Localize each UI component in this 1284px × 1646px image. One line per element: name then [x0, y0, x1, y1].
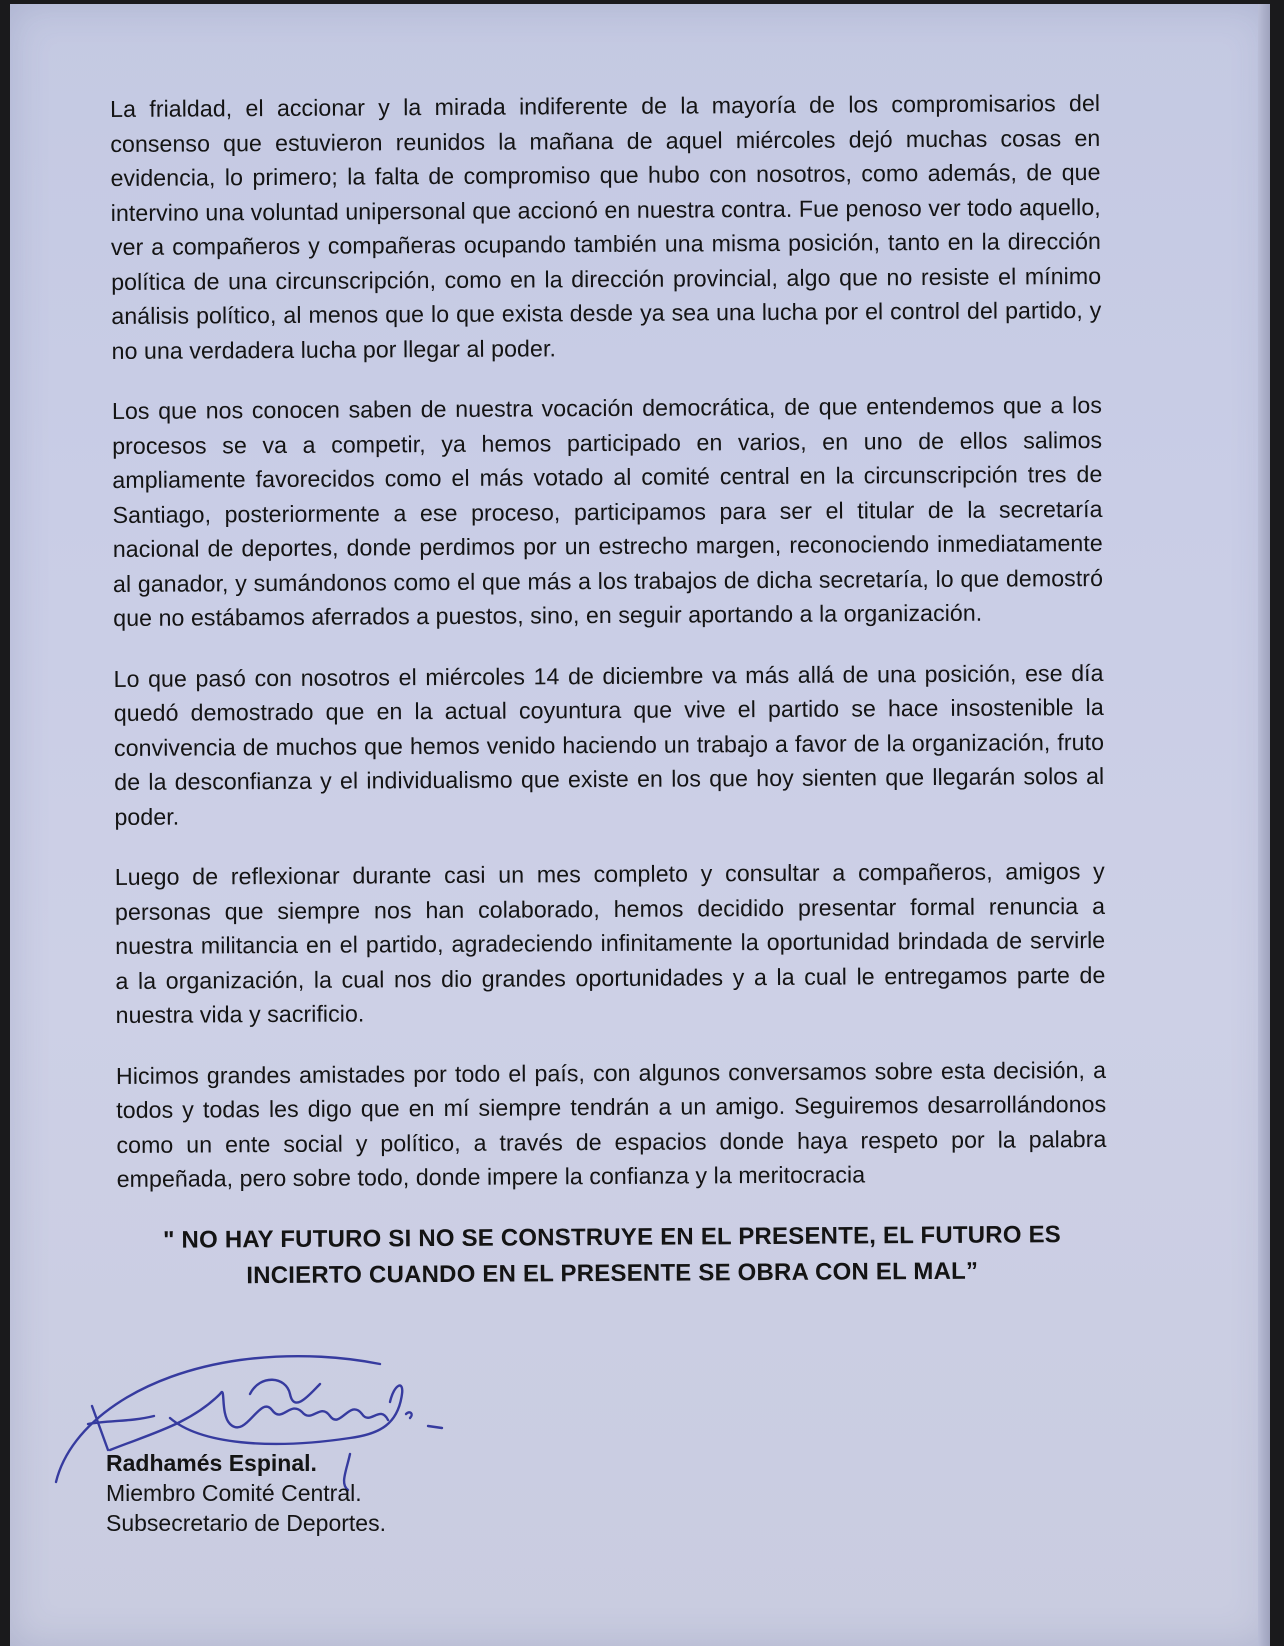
paragraph-5: Hicimos grandes amistades por todo el país, con algunos conversamos sobre esta decisión, a todos y todas les digo que en mí siempre tendrán a un amigo. Seguiremos desarrollándonos como un ente social y político, a través de espacios donde haya respeto por la palabra empeñada, pero sobre todo, donde impere la confianza y la meritocracia — [115, 1056, 1107, 1192]
closing-motto — [117, 1216, 1107, 1294]
letter-page — [10, 4, 1270, 1646]
signer-title-1: Miembro Comité Central. — [106, 1480, 362, 1506]
signer-title-2: Subsecretario de Deportes. — [106, 1510, 386, 1536]
letter-body — [110, 86, 1107, 1295]
motto-line-2: INCIERTO CUANDO EN EL PRESENTE SE OBRA CON EL MAL” — [246, 1257, 979, 1289]
signer-name: Radhamés Espinal. — [106, 1450, 317, 1476]
signer-block — [106, 1448, 386, 1538]
paper-edge — [1258, 4, 1270, 1646]
paragraph-3: Lo que pasó con nosotros el miércoles 14 de diciembre va más allá de una posición, ese día quedó demostrado que en la actual coyuntura que vive el partido se hace insostenible la convivencia de muchos que hemos venido haciendo un trabajo a favor de la organización, fruto de la desconfianza y el individualismo que existe en los que hoy sienten que llegarán solos al poder. — [113, 659, 1105, 830]
paragraph-1: La frialdad, el accionar y la mirada indiferente de la mayoría de los compromisarios del consenso que estuvieron reunidos la mañana de aquel miércoles dejó muchas cosas en evidencia, lo primero; la falta de compromiso que hubo con nosotros, como además, de que intervino una voluntad unipersonal que accionó en nuestra contra. Fue penoso ver todo aquello, ver a compañeros y compañeras ocupando también una misma posición, tanto en la dirección política de una circunscripción, como en la dirección provincial, algo que no resiste el mínimo análisis político, al menos que lo que exista desde ya sea una lucha por el control del partido, y no una verdadera lucha por llegar al poder. — [110, 89, 1102, 364]
paragraph-4: Luego de reflexionar durante casi un mes completo y consultar a compañeros, amigos y personas que siempre nos han colaborado, hemos decidido presentar formal renuncia a nuestra militancia en el partido, agradeciendo infinitamente la oportunidad brindada de servirle a la organización, la cual nos dio grandes oportunidades y a la cual le entregamos parte de nuestra vida y sacrificio. — [114, 857, 1106, 1028]
motto-line-1: " NO HAY FUTURO SI NO SE CONSTRUYE EN EL PRESENTE, EL FUTURO ES — [162, 1220, 1062, 1254]
paragraph-2: Los que nos conocen saben de nuestra vocación democrática, de que entendemos que a los procesos se va a competir, ya hemos participado en varios, en uno de ellos salimos ampliamente favorecidos como el más votado al comité central en la circunscripción tres de Santiago, posteriormente a ese proceso, participamos para ser el titular de la secretaría nacional de deportes, donde perdimos por un estrecho margen, reconociendo inmediatamente al ganador, y sumándonos como el que más a los trabajos de dicha secretaría, lo que demostró que no estábamos aferrados a puestos, sino, en seguir aportando a la organización. — [111, 391, 1104, 631]
